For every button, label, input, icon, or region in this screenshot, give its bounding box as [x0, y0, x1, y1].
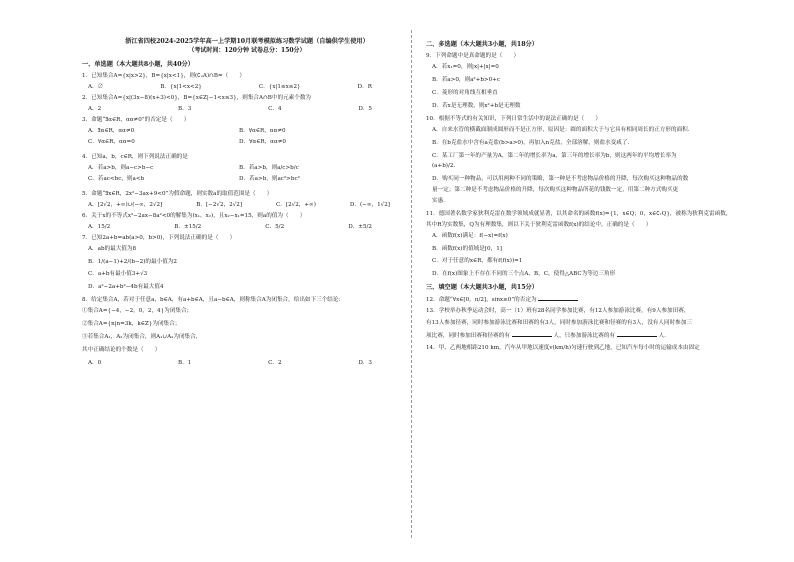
option-d[interactable]: D．R: [357, 83, 372, 90]
header: [82, 38, 412, 54]
question-stem: 8．给定集合A，若对于任意a，b∈A，有a+b∈A，且a−b∈A，则称集合A为闭集合，给出如下三个结论：: [82, 297, 345, 304]
section-multi-choice: 二、多选题（本大题共3小题，共18分）: [426, 41, 538, 48]
option-d[interactable]: D．在f(x)图象上不存在不同的三个点A，B，C，使得△ABC为等边三角形: [432, 271, 616, 278]
option-a[interactable]: A．ab的最大值为8: [88, 245, 137, 252]
option-c[interactable]: C．∀α∈R，αα=0: [88, 138, 135, 145]
option-a[interactable]: A．自来水管的横截面制成圆形而不是正方形，原因是：圆的面积大于与它具有相同周长的正方形的面积．: [432, 126, 694, 133]
question-stem: 4．已知a，b，c∈R，则下列说法正确的是: [82, 153, 188, 160]
question-4: [82, 154, 390, 187]
question-stem-2: 有13人参加径赛，同时参加游泳比赛和田赛的有3人，同时参加游泳比赛和径赛的有3人，没有人同时参加三: [426, 320, 692, 327]
statement-2: ②集合A={n|n=3k，k∈Z}为闭集合；: [82, 321, 181, 328]
question-13: [426, 308, 756, 340]
option-a[interactable]: A．函数f(x)满足：f(−x)=f(x): [432, 232, 508, 239]
options-grid: [82, 165, 390, 187]
question-5: [82, 191, 390, 209]
option-c[interactable]: C．若ac<bc，则a<b: [88, 175, 145, 182]
exam-title: 浙江省四校2024-2025学年高一上学期10月联考模拟练习数学试题（自编供学生使用）: [125, 38, 369, 45]
question-stem: 7．已知2a+b=ab(a>0，b>0)，下列说法正确的是（ ）: [82, 234, 236, 241]
option-c[interactable]: C．5/2: [265, 223, 285, 230]
option-c[interactable]: C．{x|1≤x≤2}: [258, 83, 301, 90]
question-stem: 10．根据不等式的有关知识，下列日常生活中的说法正确的是（ ）: [426, 115, 601, 122]
option-d[interactable]: D．若a>b，则ac²>bc²: [239, 175, 300, 182]
option-b[interactable]: B．在b克盐水中含有a克盐(b>a>0)，再加入n克盐，全部溶解，则盐水变咸了．: [432, 139, 634, 146]
options-row: [82, 360, 390, 367]
answer-blank[interactable]: [538, 296, 578, 301]
question-stem: 12．命题“∀x∈[0，π/2]，sinx≥0”的否定为: [426, 297, 537, 304]
option-a[interactable]: A．0: [88, 360, 102, 367]
option-b[interactable]: B．3: [178, 105, 192, 112]
option-b[interactable]: B．1: [178, 360, 192, 367]
options-row: [82, 224, 390, 231]
question-text: 项比赛，同时参加田赛和径赛的有: [426, 333, 510, 340]
question-2: [82, 95, 390, 113]
question-stem-1: 11．德国著名数学家狄利克雷在数学领域成就显著，以其命名的函数f(x)={1，x∈Q；0，x∈∁ᵣQ}，被称为狄利克雷函数，: [426, 210, 732, 217]
question-stem: 5．命题“∃x∈R，2x²−3ax+9<0”为假命题，则实数a的取值范围是（ ）: [82, 190, 273, 197]
right-column: [426, 38, 756, 356]
question-7: [82, 235, 390, 292]
options-list: [426, 127, 756, 205]
option-d[interactable]: D．3: [358, 360, 372, 367]
option-a[interactable]: A．∃α∈R，αα≠0: [88, 127, 135, 134]
column-divider: [411, 30, 412, 538]
option-c-line-2: (a+b)/2．: [432, 162, 460, 169]
option-d[interactable]: D．(−∞，1√2]: [349, 201, 390, 208]
left-column: [82, 58, 390, 371]
question-stem: 1．已知集合A={x|x>2}，B={x|x<1}，则(∁ᵤA)∩B=（ ）: [82, 72, 246, 79]
option-d[interactable]: D．∀α∈R，αα≠0: [239, 138, 286, 145]
question-ask: 其中正确结论的个数是（ ）: [82, 347, 161, 354]
options-row: [82, 202, 390, 209]
option-d[interactable]: [432, 176, 756, 205]
options-grid: [82, 128, 390, 150]
question-8: [82, 297, 390, 367]
option-a[interactable]: A．2: [88, 105, 102, 112]
option-d[interactable]: D．5: [358, 105, 372, 112]
option-b[interactable]: B．若a>b，则a/c>b/c: [239, 164, 299, 171]
options-list: [426, 233, 756, 279]
question-stem-1: 13．学校举办秋季运动会时，高一（1）班有28名同学参加比赛，有12人参加游泳比赛，有9人参加田赛，: [426, 308, 690, 315]
option-a[interactable]: A．15/2: [88, 223, 111, 230]
question-1: [82, 73, 390, 91]
option-c-line-1: C．某工厂第一年的产量为A，第二年的增长率为a，第三年的增长率为b，则这两年的平均增长率为: [432, 152, 677, 159]
options-row: [82, 106, 390, 113]
question-6: [82, 213, 390, 231]
option-d-line-1: D．购买同一种物品，可以用两种不同的策略，第一种是不考虑物品价格的升降，每次购买这种物品的数: [432, 175, 689, 182]
option-b[interactable]: B．{x|1<x<2}: [160, 83, 202, 90]
option-b[interactable]: B．∀α∈R，αα≠0: [239, 127, 286, 134]
option-b[interactable]: B．±15/2: [174, 223, 202, 230]
section-single-choice: 一、单选题（本大题共8小题，共40分）: [82, 61, 194, 68]
question-11: [426, 211, 756, 279]
exam-subtitle: （考试时间：120分钟 试卷总分：150分）: [188, 46, 306, 54]
question-text: 人，只参加游泳比赛的有: [553, 333, 616, 340]
option-b[interactable]: B．[−2√2，2√2]: [196, 201, 243, 208]
option-c[interactable]: C．菱形的对角线互相垂直: [432, 89, 498, 96]
option-d-line-3: 实惠．: [432, 197, 449, 204]
answer-blank-2[interactable]: [617, 332, 657, 337]
question-text: 人．: [658, 333, 670, 340]
option-c[interactable]: C．对于任意的x∈R，都有f(f(x))=1: [432, 258, 523, 265]
question-stem: 14．甲、乙两地相距210 km，汽车从甲地以速度v(km/h)匀速行驶到乙地，已知汽车每小时的运输成本由固定: [426, 345, 700, 352]
option-a[interactable]: A．若x₁=0，则|x|+|x|=0: [432, 63, 499, 70]
question-3: [82, 117, 390, 150]
option-b[interactable]: B．函数f(x)的值域是[0，1]: [432, 245, 502, 252]
section-fill-blank: 三、填空题（本大题共3小题，共15分）: [426, 284, 538, 292]
options-list: [426, 64, 756, 110]
question-14: [426, 345, 756, 352]
question-stem: 2．已知集合A={x|(3x−8)(x+3)<0}，B={x∈Z|−1<x≤3}，则集合A∩B中的元素个数为: [82, 94, 312, 101]
options-row: [82, 84, 390, 91]
question-stem: 6．关于x的不等式x²−2ax−8a²<0的解集为(x₁，x₂)，且x₂−x₁=15，则a的值为（ ）: [82, 212, 306, 219]
statement-3: ③若集合A₁，A₂为闭集合，则A₁∪A₂为闭集合，: [82, 334, 202, 341]
question-stem-2: 其中R为实数集，Q为有理数集，则以下关于狄利克雷函数f(x)的结论中，正确的是（ ）: [426, 221, 652, 228]
answer-blank-1[interactable]: [512, 332, 552, 337]
question-stem: 3．命题“∃α∈R，αα≠0”的否定是（ ）: [82, 116, 190, 123]
option-a[interactable]: A．若a>b，则a−c>b−c: [88, 164, 154, 171]
option-a[interactable]: A．[2√2，+∞)∪(−∞，2√2]: [88, 201, 163, 208]
option-d[interactable]: D．若x是无理数，则x²+b是无理数: [432, 102, 521, 109]
option-c[interactable]: C．a+b有最小值3+√3: [88, 271, 148, 278]
question-9: [426, 53, 756, 110]
question-10: [426, 116, 756, 205]
option-b[interactable]: B．1/(a−1)+2/(b−2)的最小值为2: [88, 258, 177, 265]
option-a[interactable]: A．∅: [88, 83, 104, 90]
option-c[interactable]: [432, 153, 756, 170]
options-list: [82, 246, 390, 292]
question-stem-3: [426, 332, 756, 340]
option-b[interactable]: B．若a>0，则a²+b>0+c: [432, 76, 500, 83]
option-c[interactable]: C．4: [268, 105, 282, 112]
option-c[interactable]: C．2: [268, 360, 282, 367]
option-d-line-2: 量一定；第二种是不考虑物品价格的升降，每次购买这种物品所花的钱数一定，用第二种方式购买更: [432, 186, 679, 193]
question-12: [426, 296, 756, 304]
question-stem: 9．下列命题中是真命题的是（ ）: [426, 52, 520, 59]
option-c[interactable]: C．[2√2，+∞): [276, 201, 316, 208]
option-d[interactable]: D．a²−2a+b²−4b有最大值4: [88, 284, 164, 291]
option-d[interactable]: D．±5/2: [348, 223, 372, 230]
statement-1: ①集合A={−4，−2，0，2，4}为闭集合；: [82, 308, 193, 315]
